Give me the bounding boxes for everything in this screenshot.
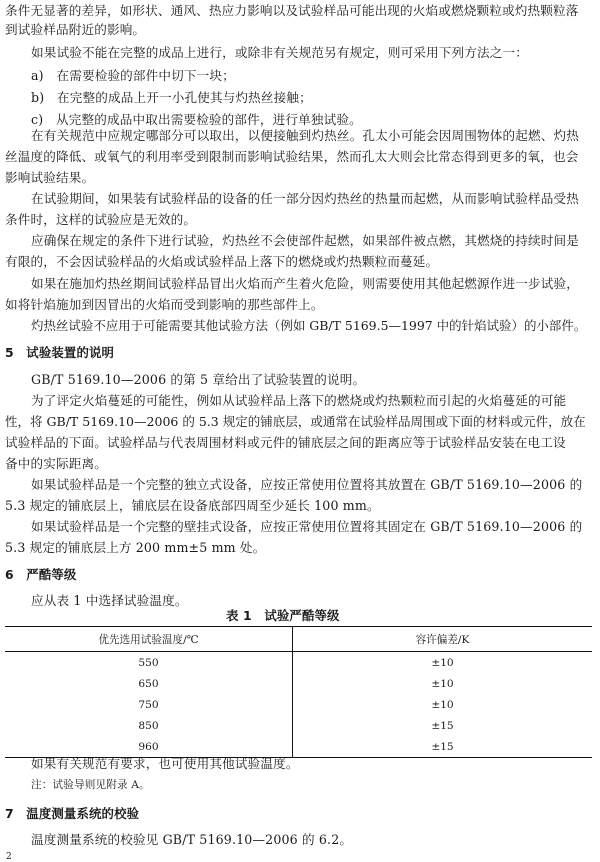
paragraph-line: 在试验期间，如果装有试验样品的设备的任一部分因灼热丝的热量而起燃，从而影响试验样品受热 <box>31 191 579 206</box>
paragraph-line: 如果有关规范有要求，也可使用其他试验温度。 <box>31 756 299 771</box>
severity-table <box>5 626 592 758</box>
paragraph-line: 为了评定火焰蔓延的可能性，例如从试验样品上落下的燃烧或灼热颗粒而引起的火焰蔓延的可能 <box>31 393 567 408</box>
paragraph-line: 影响试验结果。 <box>5 170 95 185</box>
table-cell: 650 <box>5 673 293 694</box>
table-cell: 750 <box>5 694 293 715</box>
paragraph-line: 试验样品的下面。试验样品与代表周围材料或元件的铺底层之间的距离应等于试验样品安装在电工设 <box>5 435 566 450</box>
table-row <box>5 715 592 736</box>
section-heading-6: 6 严酷等级 <box>5 567 77 582</box>
paragraph-line: 5.3 规定的铺底层上方 200 mm±5 mm 处。 <box>5 540 266 555</box>
column-header: 容许偏差/K <box>293 627 593 652</box>
table-cell: ±10 <box>431 656 454 669</box>
list-item-b: b) 在完整的成品上开一小孔使其与灼热丝接触； <box>31 90 312 105</box>
paragraph-line: 如果试验样品是一个完整的壁挂式设备，应按正常使用位置将其固定在 GB/T 5169.10—2006 的 <box>31 519 583 534</box>
paragraph-line: 如将针焰施加到因冒出的火焰而受到影响的那些部件上。 <box>5 297 324 312</box>
table-cell: 550 <box>5 652 293 674</box>
paragraph-line: 性，将 GB/T 5169.10—2006 的 5.3 规定的铺底层，或通常在试验样品周围或下面的材料或元件，放在 <box>5 414 586 429</box>
paragraph-line: 5.3 规定的铺底层上，铺底层在设备底部四周至少延长 100 mm。 <box>5 498 380 513</box>
table-cell: 960 <box>5 736 293 758</box>
column-header: 优先选用试验温度/℃ <box>5 627 293 652</box>
table-cell: ±10 <box>431 698 454 711</box>
paragraph-line: GB/T 5169.10—2006 的第 5 章给出了试验装置的说明。 <box>31 372 366 387</box>
paragraph-line: 在有关规范中应规定哪部分可以取出，以便接触到灼热丝。孔太小可能会因周围物体的起燃、灼热 <box>31 128 579 143</box>
list-item-a: a) 在需要检验的部件中切下一块； <box>31 68 235 83</box>
table-caption: 表 1 试验严酷等级 <box>226 608 340 623</box>
paragraph-line: 应确保在规定的条件下进行试验，灼热丝不会使部件起燃，如果部件被点燃，其燃烧的持续时间是 <box>31 233 579 248</box>
table-row <box>5 694 592 715</box>
section-heading-5: 5 试验装置的说明 <box>5 345 115 360</box>
paragraph-line: 条件无显著的差异，如形状、通风、热应力影响以及试验样品可能出现的火焰或燃烧颗粒或灼热颗粒落 <box>5 3 579 18</box>
page-number: 2 <box>6 852 12 862</box>
paragraph-line: 灼热丝试验不应用于可能需要其他试验方法（例如 GB/T 5169.5—1997 中的针焰试验）的小部件。 <box>31 318 587 333</box>
list-item-c: c) 从完整的成品中取出需要检验的部件，进行单独试验。 <box>31 112 362 127</box>
table-cell: ±10 <box>431 677 454 690</box>
paragraph-line: 如果试验样品是一个完整的独立式设备，应按正常使用位置将其放置在 GB/T 5169.10—2006 的 <box>31 477 583 492</box>
paragraph-line: 有限的，不会因试验样品的火焰或试验样品上落下的燃烧或灼热颗粒而蔓延。 <box>5 254 439 269</box>
table-cell: ±15 <box>431 719 454 732</box>
table-cell: ±15 <box>293 736 593 758</box>
paragraph-line: 应从表 1 中选择试验温度。 <box>31 593 188 608</box>
table-row <box>5 652 592 674</box>
table-row <box>5 673 592 694</box>
paragraph-line: 如果试验不能在完整的成品上进行，或除非有关规范另有规定，则可采用下列方法之一： <box>31 45 529 60</box>
paragraph-line: 如果在施加灼热丝期间试验样品冒出火焰而产生着火危险，则需要使用其他起燃源作进一步试验， <box>31 276 579 291</box>
paragraph-line: 丝温度的降低、或氧气的利用率受到限制而影响试验结果，然而孔太大则会比常态得到更多的氧，也会 <box>5 149 579 164</box>
paragraph-line: 温度测量系统的校验见 GB/T 5169.10—2006 的 6.2。 <box>31 832 353 847</box>
table-header-row <box>5 627 592 652</box>
paragraph-line: 备中的实际距离。 <box>5 456 107 471</box>
table-note: 注：试验导则见附录 A。 <box>31 779 150 791</box>
paragraph-line: 条件时，这样的试验应是无效的。 <box>5 212 197 227</box>
section-heading-7: 7 温度测量系统的校验 <box>5 806 140 821</box>
table-cell: 850 <box>5 715 293 736</box>
paragraph-line: 到试验样品附近的影响。 <box>5 22 146 37</box>
